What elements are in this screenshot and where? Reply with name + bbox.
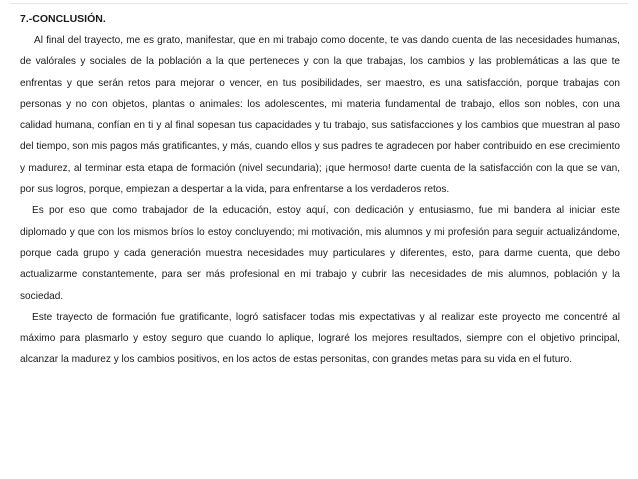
paragraph-3: Este trayecto de formación fue gratificante, logró satisfacer todas mis expectativas y al realizar este proyecto me concentré al máximo para plasmarlo y estoy seguro que cuando lo aplique, lograré los mejores resultados, siempre con el objetivo principal, alcanzar la madurez y los cambios positivos, en los actos de estas personitas, con grandes metas para su vida en el futuro. — [20, 311, 620, 366]
document-body — [20, 12, 620, 371]
section-heading: 7.-CONCLUSIÓN. — [20, 13, 106, 25]
paragraph-1: Al final del trayecto, me es grato, manifestar, que en mi trabajo como docente, te vas dando cuenta de las necesidades humanas, de valórales y sociales de la población a la que perteneces y con la que trabajas, los cambios y las problemáticas a las que te enfrentas y que serán retos para mejorar o vencer, en tus posibilidades, ser maestro, es una satisfacción, porque trabajas con personas y no con objetos, plantas o animales: los adolescentes, mi materia fundamental de trabajo, ellos son nobles, con una calidad humana, confían en ti y al final sopesan tus capacidades y tu trabajo, sus satisfacciones y los cambios que muestran al paso del tiempo, son mis pagos más gratificantes, y más, cuando ellos y sus padres te agradecen por haber contribuido en ese crecimiento y madurez, al terminar esta etapa de formación (nivel secundaria); ¡que hermoso! darte cuenta de la satisfacción con la que se van, por sus logros, porque, empiezan a despertar a la vida, para enfrentarse a los verdaderos retos. — [20, 35, 620, 196]
top-divider — [10, 3, 628, 4]
paragraph-2: Es por eso que como trabajador de la educación, estoy aquí, con dedicación y entusiasmo, fue mi bandera al iniciar este diplomado y que con los mismos bríos lo estoy concluyendo; mi motivación, mis alumnos y mi profesión para seguir actualizándome, porque cada grupo y cada generación muestra necesidades muy particulares y diferentes, esto, para darme cuenta, que debo actualizarme constantemente, para ser más profesional en mi trabajo y cubrir las necesidades de mis alumnos, población y la sociedad. — [20, 205, 620, 302]
